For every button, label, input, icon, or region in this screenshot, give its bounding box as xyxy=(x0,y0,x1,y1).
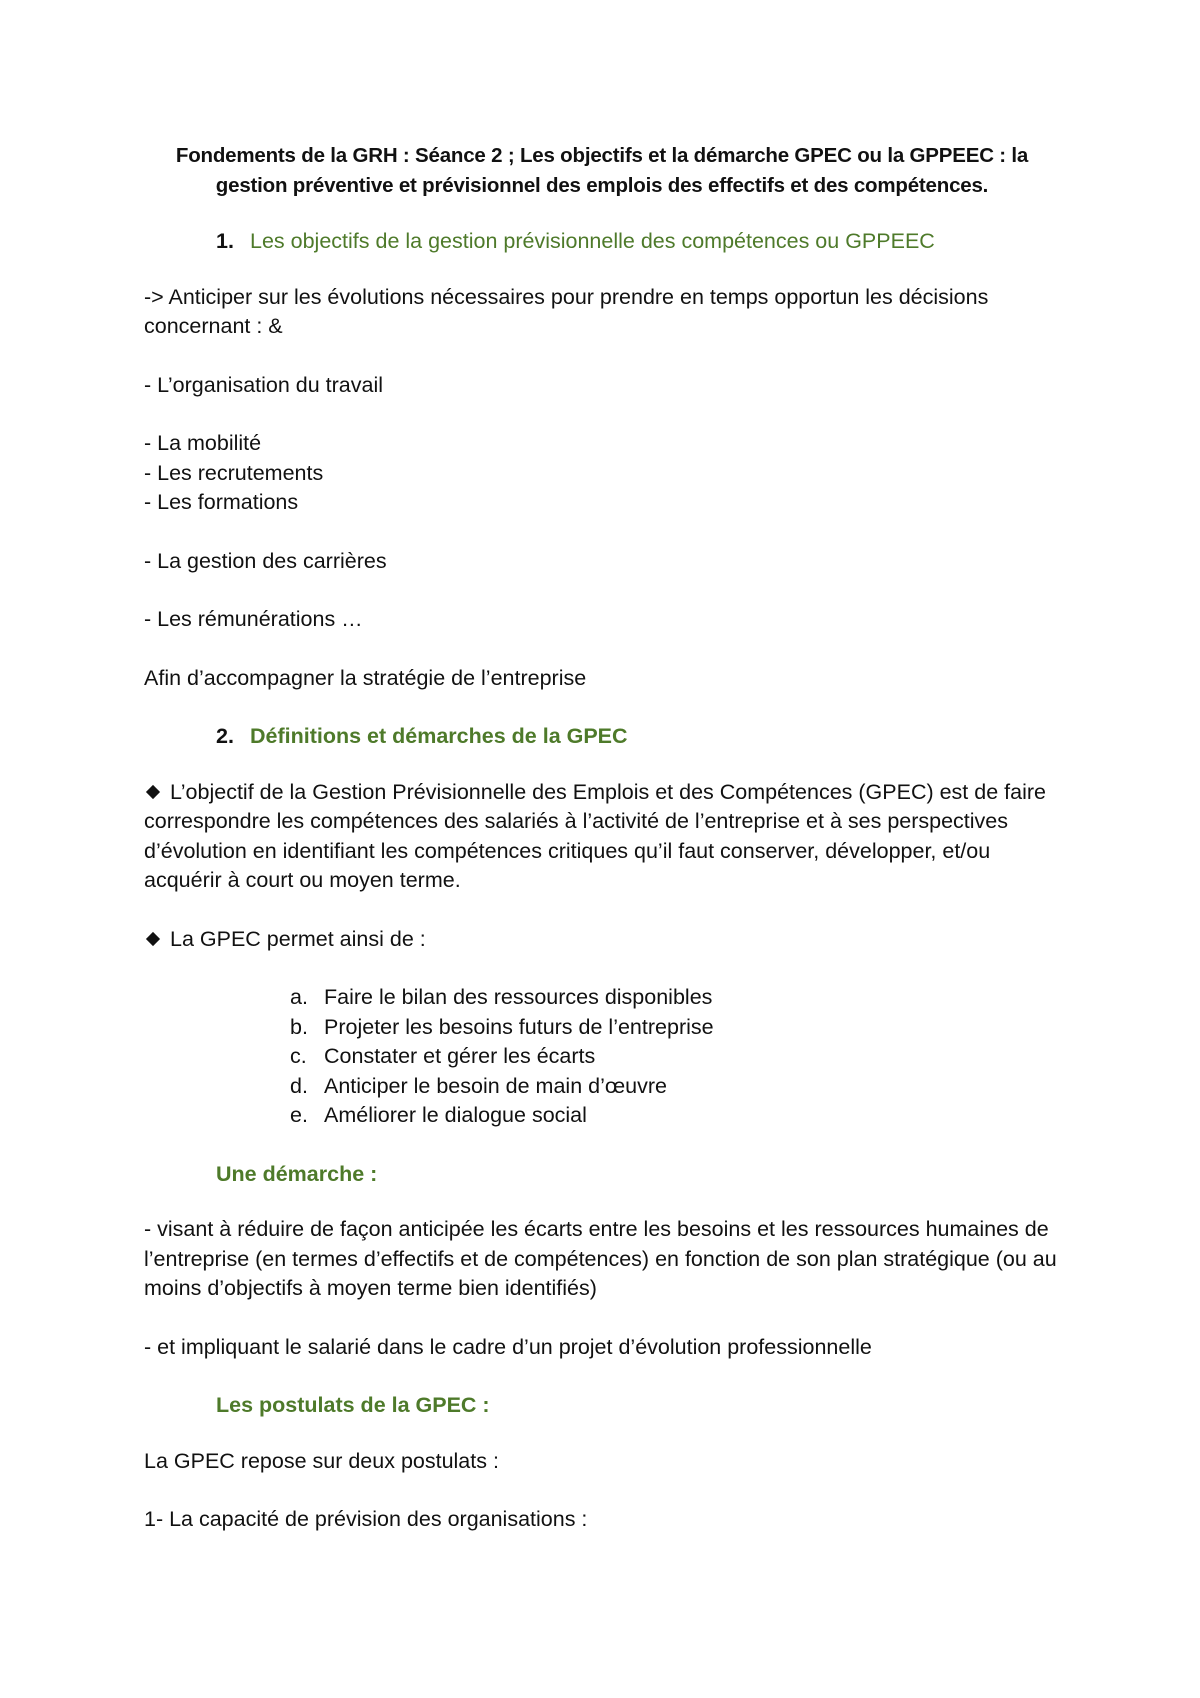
objective-paragraph xyxy=(144,778,1060,896)
section-1-conclusion: Afin d’accompagner la stratégie de l’entreprise xyxy=(144,665,587,690)
diamond-bullet-icon xyxy=(146,785,160,799)
list-marker: c. xyxy=(290,1044,307,1068)
item-recrutements: - Les recrutements xyxy=(144,460,324,485)
document-title xyxy=(144,141,1060,201)
list-marker: a. xyxy=(290,985,308,1009)
list-item-text: Faire le bilan des ressources disponibles xyxy=(324,985,713,1009)
section-1-heading-text: Les objectifs de la gestion prévisionnelle des compétences ou GPPEEC xyxy=(250,229,935,253)
item-formations: - Les formations xyxy=(144,490,299,514)
permet-paragraph xyxy=(144,925,1060,955)
section-2-number: 2. xyxy=(216,724,234,748)
demarche-heading: Une démarche : xyxy=(216,1161,378,1186)
gpec-benefits-list xyxy=(144,983,1060,1131)
item-remunerations: - Les rémunérations … xyxy=(144,607,363,631)
objective-text: L’objectif de la Gestion Prévisionnelle des Emplois et des Compétences (GPEC) est de faire correspondre les compétences des salariés à l’activité de l’entreprise et à ses perspectives d’évolution en identifiant les compétences critiques qu’il faut conserver, développer, et/ou acquérir à court ou moyen terme. xyxy=(144,779,1046,892)
item-group xyxy=(144,429,1060,518)
title-line-2: gestion préventive et prévisionnel des emplois des effectifs et des compétences. xyxy=(215,174,989,197)
list-item xyxy=(290,1042,1060,1072)
demarche-paragraph-1: - visant à réduire de façon anticipée les écarts entre les besoins et les ressources humaines de l’entreprise (en termes d’effectifs et de compétences) en fonction de son plan stratégique (ou au moins d’objectifs à moyen terme bien identifiés) xyxy=(144,1217,1057,1300)
item-mobilite: - La mobilité xyxy=(144,431,262,455)
list-item-text: Anticiper le besoin de main d’œuvre xyxy=(324,1073,667,1098)
postulats-heading: Les postulats de la GPEC : xyxy=(216,1393,490,1417)
list-item xyxy=(290,1013,1060,1043)
diamond-bullet-icon xyxy=(146,932,160,946)
postulat-1: 1- La capacité de prévision des organisations : xyxy=(144,1507,588,1531)
list-marker: b. xyxy=(290,1014,308,1039)
item-carrieres: - La gestion des carrières xyxy=(144,548,387,573)
permet-text: La GPEC permet ainsi de : xyxy=(170,926,426,951)
title-line-1: Fondements de la GRH : Séance 2 ; Les objectifs et la démarche GPEC ou la GPPEEC : la xyxy=(175,144,1029,167)
list-marker: e. xyxy=(290,1103,308,1127)
postulats-intro: La GPEC repose sur deux postulats : xyxy=(144,1448,499,1473)
section-2-heading xyxy=(144,722,1060,752)
list-marker: d. xyxy=(290,1073,308,1098)
list-item-text: Projeter les besoins futurs de l’entreprise xyxy=(324,1014,714,1039)
section-2-heading-text: Définitions et démarches de la GPEC xyxy=(250,724,628,748)
list-item-text: Constater et gérer les écarts xyxy=(324,1044,596,1068)
section-1-heading xyxy=(144,227,1060,257)
list-item-text: Améliorer le dialogue social xyxy=(324,1103,587,1127)
list-item xyxy=(290,1101,1060,1131)
section-1-number: 1. xyxy=(216,229,234,253)
section-1-intro: -> Anticiper sur les évolutions nécessaires pour prendre en temps opportun les décisions concernant : & xyxy=(144,284,989,338)
demarche-paragraph-2: - et impliquant le salarié dans le cadre d’un projet d’évolution professionnelle xyxy=(144,1334,872,1359)
item-organisation: - L’organisation du travail xyxy=(144,372,384,397)
list-item xyxy=(290,983,1060,1013)
list-item xyxy=(290,1072,1060,1102)
